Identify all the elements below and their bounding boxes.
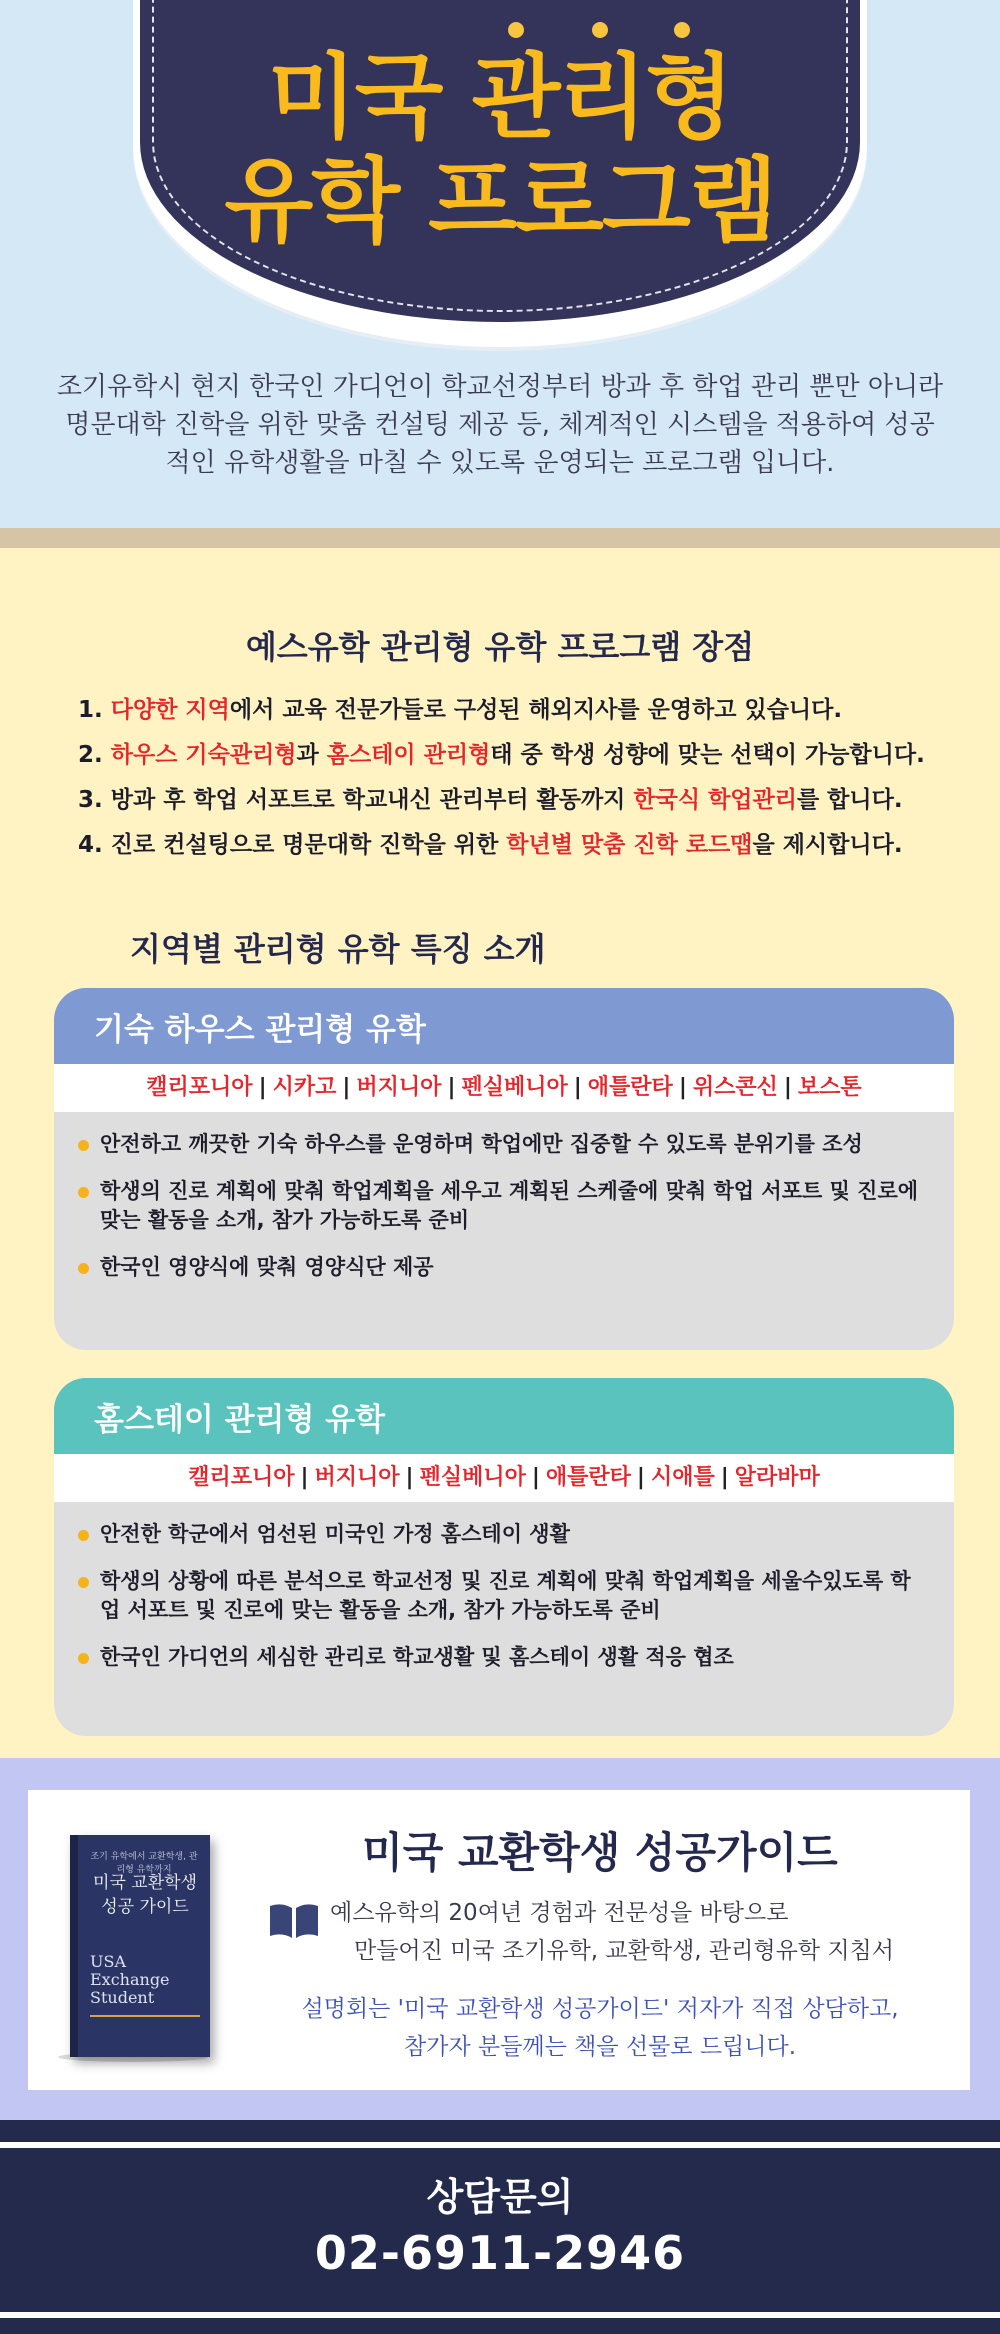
item-highlight: 학년별 맞춤 진학 로드맵: [506, 832, 753, 858]
feature-item: [98, 1643, 930, 1672]
city-label: 시카고: [272, 1075, 337, 1100]
advantages-title: 예스유학 관리형 유학 프로그램 장점: [245, 628, 755, 666]
program-card-cities: 캘리포니아 | 시카고 | 버지니아 | 펜실베니아 | 애틀란타 | 위스콘신 | 보스톤: [54, 1064, 954, 1112]
city-label: 캘리포니아: [146, 1075, 253, 1100]
guide-description: [330, 1894, 950, 1970]
dot-icon: [674, 22, 690, 38]
dot-icon: [508, 22, 524, 38]
hero-description: [40, 368, 960, 482]
book-cover-title-kr-line: 미국 교환학생: [93, 1873, 197, 1893]
city-label: 보스톤: [797, 1075, 862, 1100]
item-text: 방과 후 학업 서포트로 학교내신 관리부터 활동까지: [110, 787, 634, 813]
book-cover-title-kr-line: 성공 가이드: [101, 1897, 189, 1917]
contact-divider-top: [0, 2142, 1000, 2148]
item-text: 과: [296, 742, 327, 768]
book-cover-title-en-line: Exchange: [90, 1970, 170, 1989]
hero-description-line: 명문대학 진학을 위한 맞춤 컨설팅 제공 등, 체계적인 시스템을 적용하여 성공: [65, 410, 935, 440]
guide-note-line: 참가자 분들께는 책을 선물로 드립니다.: [403, 2034, 797, 2060]
regions-title: 지역별 관리형 유학 특징 소개: [130, 930, 546, 968]
item-highlight: 하우스 기숙관리형: [110, 742, 297, 768]
city-label: 시애틀: [650, 1465, 715, 1490]
city-label: 버지니아: [356, 1075, 442, 1100]
program-card-dormitory: [54, 988, 954, 1350]
program-card-homestay: [54, 1378, 954, 1736]
program-card-title: 홈스테이 관리형 유학: [54, 1378, 954, 1454]
guide-title: 미국 교환학생 성공가이드: [362, 1828, 838, 1877]
feature-text: 한국인 영양식에 맞춰 영양식단 제공: [100, 1255, 434, 1279]
bullet-icon: [78, 1140, 89, 1151]
open-book-icon: [268, 1902, 320, 1940]
book-cover-title-en-line: USA: [90, 1952, 126, 1971]
city-label: 애틀란타: [587, 1075, 673, 1100]
city-label: 알라바마: [734, 1465, 820, 1490]
book-cover-title-en-line: Student: [90, 1988, 155, 2007]
item-number: 4.: [78, 832, 103, 858]
item-text: 을 제시합니다.: [752, 832, 903, 858]
contact-label: 상담문의: [426, 2175, 574, 2219]
contact-divider-bottom: [0, 2312, 1000, 2318]
hero-description-line: 조기유학시 현지 한국인 가디언이 학교선정부터 방과 후 학업 관리 뿐만 아니라: [56, 372, 944, 402]
advantage-item: [78, 823, 958, 868]
city-label: 펜실베니아: [461, 1075, 568, 1100]
item-highlight: 한국식 학업관리: [633, 787, 797, 813]
guide-note-line: 설명회는 '미국 교환학생 성공가이드' 저자가 직접 상담하고,: [301, 1996, 899, 2022]
program-card-features: [54, 1502, 954, 1672]
city-label: 애틀란타: [545, 1465, 631, 1490]
city-label: 캘리포니아: [188, 1465, 295, 1490]
book-cover-tagline: 조기 유학에서 교환학생, 관리형 유학까지: [90, 1852, 198, 1875]
book-cover-rule: [90, 2015, 200, 2017]
advantage-item: [78, 688, 958, 733]
hero-title-line2: 유학 프로그램: [224, 148, 776, 255]
hero-divider: [0, 528, 1000, 548]
guide-note: [250, 1990, 950, 2066]
book-cover-title-en: [90, 1953, 200, 2007]
city-label: 버지니아: [314, 1465, 400, 1490]
contact-phone[interactable]: 02-6911-2946: [314, 2226, 686, 2280]
item-text: 에서 교육 전문가들로 구성된 해외지사를 운영하고 있습니다.: [229, 697, 843, 723]
item-highlight: 홈스테이 관리형: [326, 742, 491, 768]
dot-icon: [592, 22, 608, 38]
feature-item: [98, 1520, 930, 1549]
program-card-cities: 캘리포니아 | 버지니아 | 펜실베니아 | 애틀란타 | 시애틀 | 알라바마: [54, 1454, 954, 1502]
hero-dots: [508, 22, 698, 38]
bullet-icon: [78, 1187, 89, 1198]
feature-item: [98, 1177, 930, 1235]
item-number: 3.: [78, 787, 103, 813]
item-number: 2.: [78, 742, 103, 768]
city-label: 위스콘신: [692, 1075, 778, 1100]
bullet-icon: [78, 1653, 89, 1664]
bullet-icon: [78, 1263, 89, 1274]
hero-title-line1: 미국 관리형: [267, 44, 733, 151]
bullet-icon: [78, 1577, 89, 1588]
item-text: 를 합니다.: [796, 787, 903, 813]
guide-description-line: 예스유학의 20여년 경험과 전문성을 바탕으로: [330, 1900, 789, 1926]
book-cover-title-kr: [90, 1871, 200, 1919]
advantage-item: [78, 778, 958, 823]
feature-text: 한국인 가디언의 세심한 관리로 학교생활 및 홈스테이 생활 적응 협조: [100, 1645, 734, 1669]
bullet-icon: [78, 1530, 89, 1541]
program-card-features: [54, 1112, 954, 1282]
item-number: 1.: [78, 697, 103, 723]
city-label: 펜실베니아: [419, 1465, 526, 1490]
feature-item: [98, 1567, 930, 1625]
feature-item: [98, 1253, 930, 1282]
feature-text: 안전하고 깨끗한 기숙 하우스를 운영하며 학업에만 집중할 수 있도록 분위기를 조성: [100, 1132, 863, 1156]
item-text: 태 중 학생 성향에 맞는 선택이 가능합니다.: [490, 742, 925, 768]
feature-text: 안전한 학군에서 엄선된 미국인 가정 홈스테이 생활: [100, 1522, 570, 1546]
item-highlight: 다양한 지역: [110, 697, 230, 723]
feature-text: 학생의 상황에 따른 분석으로 학교선정 및 진로 계획에 맞춰 학업계획을 세울수있도록 학업 서포트 및 진로에 맞는 활동을 소개, 참가 가능하도록 준비: [100, 1569, 911, 1622]
hero-description-line: 적인 유학생활을 마칠 수 있도록 운영되는 프로그램 입니다.: [165, 448, 835, 478]
book-cover-image: [70, 1835, 210, 2057]
advantage-item: [78, 733, 958, 778]
guide-description-line: 만들어진 미국 조기유학, 교환학생, 관리형유학 지침서: [354, 1938, 894, 1964]
feature-text: 학생의 진로 계획에 맞춰 학업계획을 세우고 계획된 스케줄에 맞춰 학업 서포트 및 진로에 맞는 활동을 소개, 참가 가능하도록 준비: [100, 1179, 919, 1232]
item-text: 진로 컨설팅으로 명문대학 진학을 위한: [110, 832, 507, 858]
program-card-title: 기숙 하우스 관리형 유학: [54, 988, 954, 1064]
feature-item: [98, 1130, 930, 1159]
advantages-list: [78, 688, 958, 868]
